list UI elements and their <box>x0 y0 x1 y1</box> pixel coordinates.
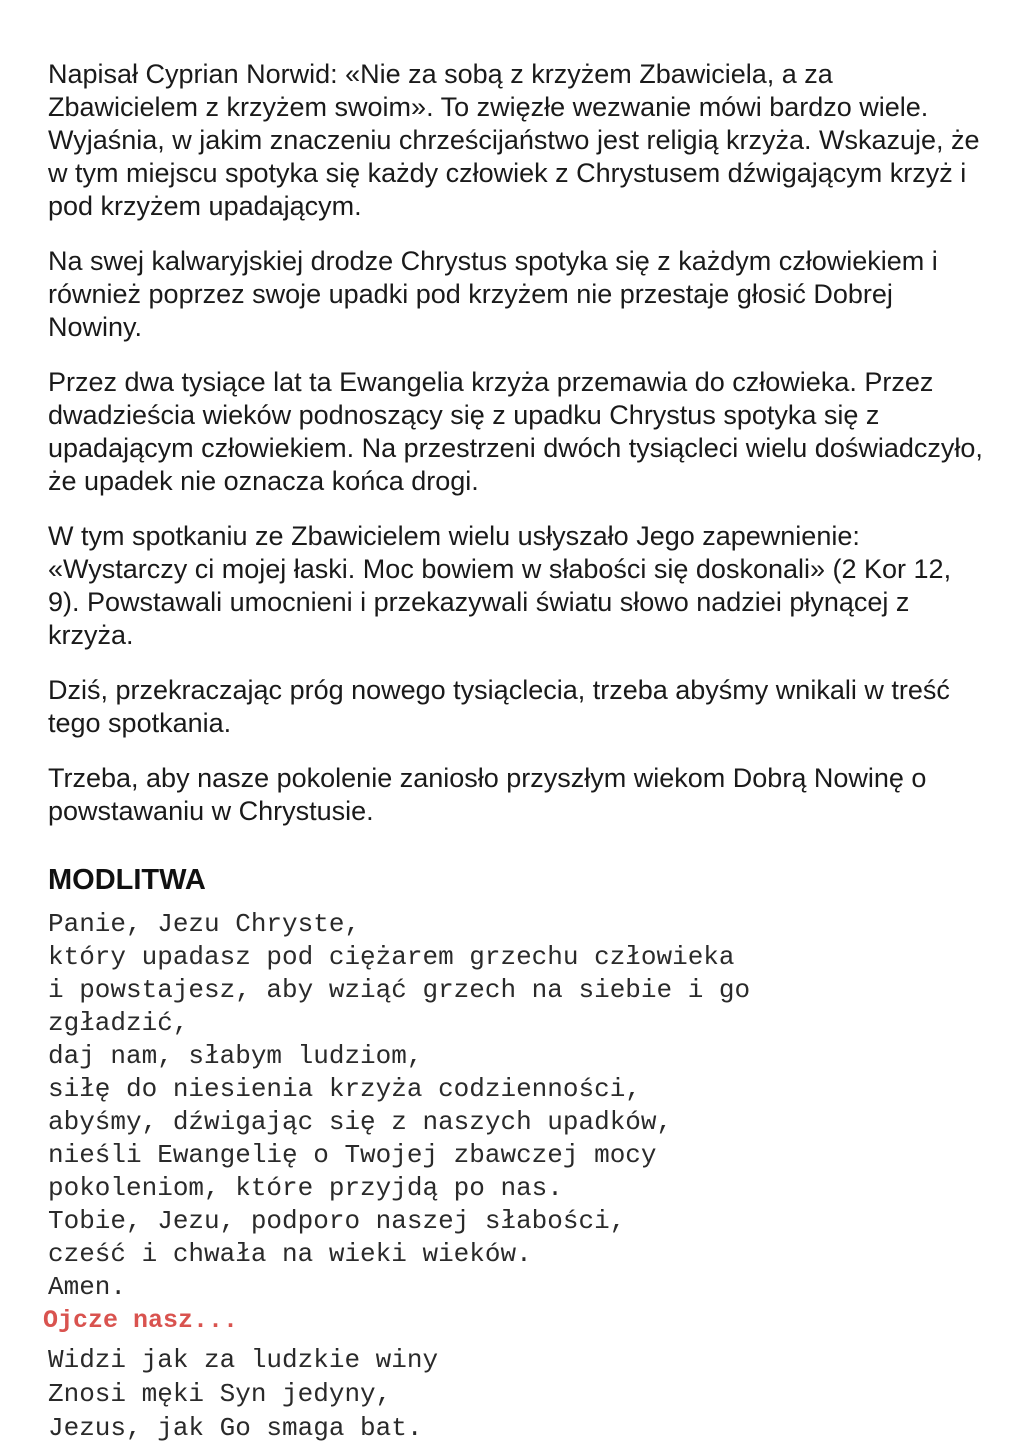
paragraph-5: Dziś, przekraczając próg nowego tysiąclecia, trzeba abyśmy wnikali w treść tego spotkania. <box>48 675 950 738</box>
prayer-line: który upadasz pod ciężarem grzechu człowieka <box>48 942 735 972</box>
song-text <box>48 1343 988 1445</box>
prayer-text <box>48 908 988 1304</box>
prayer-line: cześć i chwała na wieki wieków. <box>48 1239 532 1269</box>
paragraph-2: Na swej kalwaryjskiej drodze Chrystus spotyka się z każdym człowiekiem i również poprzez swoje upadki pod krzyżem nie przestaje głosić Dobrej Nowiny. <box>48 246 938 342</box>
prayer-line: daj nam, słabym ludziom, <box>48 1041 423 1071</box>
refrain-our-father: Ojcze nasz... <box>43 1306 239 1335</box>
paragraph-1: Napisał Cyprian Norwid: «Nie za sobą z krzyżem Zbawiciela, a za Zbawicielem z krzyżem swoim». To zwięzłe wezwanie mówi bardzo wiele. Wyjaśnia, w jakim znaczeniu chrześcijaństwo jest religią krzyża. Wskazuje, że w tym miejscu spotyka się każdy człowiek z Chrystusem dźwigającym krzyż i pod krzyżem upadającym. <box>48 59 980 221</box>
prayer-line: nieśli Ewangelię o Twojej zbawczej mocy <box>48 1140 657 1170</box>
prayer-line: Tobie, Jezu, podporo naszej słabości, <box>48 1206 626 1236</box>
song-line: Jezus, jak Go smaga bat. <box>48 1413 423 1443</box>
prayer-line: zgładzić, <box>48 1008 189 1038</box>
prayer-line: siłę do niesienia krzyża codzienności, <box>48 1074 641 1104</box>
prayer-heading: MODLITWA <box>48 864 206 896</box>
prayer-line: Amen. <box>48 1272 127 1302</box>
prayer-line: pokoleniom, które przyjdą po nas. <box>48 1173 563 1203</box>
prayer-line: abyśmy, dźwigając się z naszych upadków, <box>48 1107 673 1137</box>
paragraph-3: Przez dwa tysiące lat ta Ewangelia krzyża przemawia do człowieka. Przez dwadzieścia wieków podnoszący się z upadku Chrystus spotyka się z upadającym człowiekiem. Na przestrzeni dwóch tysiącleci wielu doświadczyło, że upadek nie oznacza końca drogi. <box>48 367 983 496</box>
paragraph-6: Trzeba, aby nasze pokolenie zaniosło przyszłym wiekom Dobrą Nowinę o powstawaniu w Chrystusie. <box>48 763 927 826</box>
song-line: Znosi męki Syn jedyny, <box>48 1379 392 1409</box>
prayer-line: i powstajesz, aby wziąć grzech na siebie i go <box>48 975 751 1005</box>
prayer-line: Panie, Jezu Chryste, <box>48 909 361 939</box>
document-page <box>43 58 988 1445</box>
song-line: Widzi jak za ludzkie winy <box>48 1345 439 1375</box>
paragraph-4: W tym spotkaniu ze Zbawicielem wielu usłyszało Jego zapewnienie: «Wystarczy ci mojej łaski. Moc bowiem w słabości się doskonali» (2 Kor 12, 9). Powstawali umocnieni i przekazywali światu słowo nadziei płynącej z krzyża. <box>48 521 952 650</box>
